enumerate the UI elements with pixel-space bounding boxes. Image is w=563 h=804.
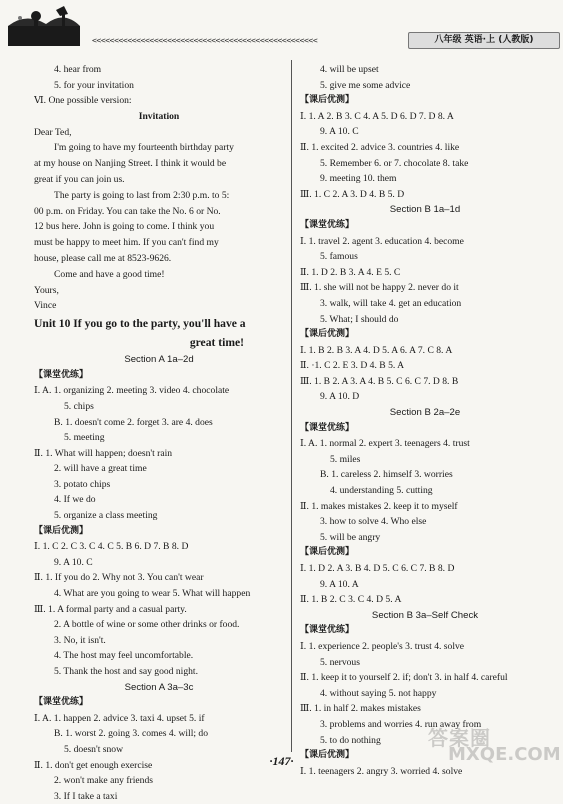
letter-text: I'm going to have my fourteenth birthday party (54, 142, 234, 154)
letter-signature: Vince (34, 300, 57, 312)
answer-line: 2. A bottle of wine or some other drinks or food. (54, 619, 240, 631)
answer-line: 5. Thank the host and say good night. (54, 666, 198, 678)
answer-line: 4. without saying 5. not happy (320, 687, 437, 699)
answer-line: B. 1. doesn't come 2. forget 3. are 4. does (54, 416, 213, 428)
answer-line: 3. No, it isn't. (54, 634, 106, 646)
answer-line: 5. to do nothing (320, 734, 381, 746)
answer-line: Ⅰ. 1. travel 2. agent 3. education 4. become (300, 235, 464, 247)
letter-text: at my house on Nanjing Street. I think it would be (34, 158, 227, 170)
answer-line: Ⅱ. ·1. C 2. E 3. D 4. B 5. A (300, 360, 405, 372)
column-divider (291, 60, 292, 752)
answer-line: Ⅲ. 1. she will not be happy 2. never do it (300, 282, 459, 294)
answer-line: Ⅰ. 1. A 2. B 3. C 4. A 5. D 6. D 7. D 8. A (300, 110, 454, 122)
exercise-tag: 【课后优测】 (300, 750, 355, 761)
answer-line: 5. Remember 6. or 7. chocolate 8. take (320, 157, 469, 169)
answer-line: 5. miles (330, 453, 361, 465)
answer-line: Ⅰ. 1. C 2. C 3. C 4. C 5. B 6. D 7. B 8. D (34, 541, 189, 553)
section-heading: Section B 3a–Self Check (371, 609, 479, 621)
answer-line: 5. for your invitation (54, 79, 134, 91)
answer-line: 4. If we do (54, 494, 96, 506)
answer-line: 9. meeting 10. them (320, 173, 397, 185)
letter-closing: Yours, (34, 284, 59, 296)
letter-greeting: Dear Ted, (34, 126, 72, 138)
answer-line: 5. give me some advice (320, 79, 411, 91)
answer-line: B. 1. worst 2. going 3. comes 4. will; do (54, 728, 209, 740)
answer-line: 4. hear from (54, 64, 102, 75)
answer-line: 9. A 10. C (320, 126, 359, 138)
answer-line: Ⅵ. One possible version: (34, 95, 132, 107)
answer-line: 5. What; I should do (320, 313, 399, 325)
letter-text: 00 p.m. on Friday. You can take the No. 6 or No. (34, 205, 221, 217)
section-heading: Section A 3a–3c (124, 681, 194, 693)
answer-line: Ⅱ. 1. don't get enough exercise (34, 759, 153, 771)
answer-line: 3. If I take a taxi (54, 790, 118, 802)
section-heading: Section B 2a–2e (389, 407, 461, 419)
section-heading: Section B 1a–1d (389, 204, 461, 216)
letter-text: Come and have a good time! (54, 268, 165, 280)
exercise-tag: 【课堂优练】 (34, 369, 89, 380)
watermark-url: MXQE.COM (448, 744, 561, 765)
answer-line: 3. problems and worries 4. run away from (320, 718, 482, 730)
answer-line: 3. potato chips (54, 478, 111, 490)
exercise-tag: 【课堂优练】 (300, 422, 355, 433)
answer-line: Ⅰ. 1. experience 2. people's 3. trust 4. solve (300, 640, 465, 652)
exercise-tag: 【课后优测】 (34, 525, 89, 536)
answer-line: Ⅲ. 1. B 2. A 3. A 4. B 5. C 6. C 7. D 8. B (300, 375, 459, 387)
answer-line: 2. won't make any friends (54, 775, 153, 787)
answer-line: 4. What are you going to wear 5. What will happen (54, 588, 251, 600)
section-heading: Section A 1a–2d (124, 354, 194, 366)
letter-text: 12 bus here. John is going to come. I think you (34, 221, 215, 233)
answer-line: 5. nervous (320, 656, 360, 668)
answer-line: 3. how to solve 4. Who else (320, 516, 427, 528)
answer-line: 5. doesn't snow (64, 743, 124, 755)
answer-line: 4. The host may feel uncomfortable. (54, 650, 194, 662)
answer-line: Ⅱ. 1. What will happen; doesn't rain (34, 447, 173, 459)
page-header (0, 0, 563, 52)
answer-line: Ⅱ. 1. excited 2. advice 3. countries 4. like (300, 141, 460, 153)
answer-line: B. 1. careless 2. himself 3. worries (320, 469, 453, 481)
answer-line: 3. walk, will take 4. get an education (320, 297, 462, 309)
exercise-tag: 【课后优测】 (300, 95, 355, 106)
answer-line: 9. A 10. D (320, 391, 360, 403)
answer-line: Ⅲ. 1. C 2. A 3. D 4. B 5. D (300, 188, 405, 200)
grade-subject-label: 八年级 英语·上 (人教版) (408, 32, 560, 49)
answer-line: 9. A 10. C (54, 556, 93, 568)
answer-line: 5. will be angry (320, 531, 381, 543)
exercise-tag: 【课堂优练】 (300, 625, 355, 636)
answer-line: 5. meeting (64, 432, 105, 444)
letter-text: The party is going to last from 2:30 p.m. to 5: (54, 189, 230, 201)
answer-line: Ⅱ. 1. keep it to yourself 2. if; don't 3. in half 4. careful (300, 672, 508, 684)
watermark-logo: 答案圈 (428, 726, 491, 750)
left-column (34, 62, 284, 804)
answer-line: Ⅰ. A. 1. normal 2. expert 3. teenagers 4. trust (300, 438, 470, 450)
letter-title: Invitation (138, 110, 180, 122)
page-number: ·147· (269, 754, 294, 768)
letter-text: great if you can join us. (34, 173, 125, 185)
answer-line: 5. chips (64, 400, 94, 412)
answer-line: 9. A 10. A (320, 578, 359, 590)
answer-line: Ⅰ. 1. B 2. B 3. A 4. D 5. A 6. A 7. C 8. A (300, 344, 453, 356)
answer-line: Ⅱ. 1. D 2. B 3. A 4. E 5. C (300, 266, 401, 278)
exercise-tag: 【课后优测】 (300, 547, 355, 558)
header-dash-rule: <<<<<<<<<<<<<<<<<<<<<<<<<<<<<<<<<<<<<<<<<<<<<<<<<<< (92, 36, 318, 45)
letter-text: house, please call me at 8523-9626. (34, 252, 172, 264)
answer-line: 4. understanding 5. cutting (330, 485, 433, 497)
answer-line: Ⅰ. A. 1. happen 2. advice 3. taxi 4. upset 5. if (34, 712, 205, 724)
exercise-tag: 【课堂优练】 (34, 697, 89, 708)
exercise-tag: 【课堂优练】 (300, 219, 355, 230)
answer-line: Ⅰ. 1. D 2. A 3. B 4. D 5. C 6. C 7. B 8. D (300, 563, 455, 574)
letter-text: must be happy to meet him. If you can't find my (34, 237, 219, 249)
answer-line: Ⅲ. 1. in half 2. makes mistakes (300, 703, 421, 715)
answer-line: Ⅱ. 1. If you do 2. Why not 3. You can't wear (34, 572, 204, 584)
answer-line: 5. famous (320, 251, 358, 263)
invitation-letter (34, 109, 284, 314)
book-logo-icon (6, 4, 86, 48)
right-column (300, 62, 550, 779)
answer-line: Ⅱ. 1. B 2. C 3. C 4. D 5. A (300, 594, 402, 606)
unit-title-cont: great time! (189, 336, 244, 350)
answer-line: Ⅰ. A. 1. organizing 2. meeting 3. video 4. chocolate (34, 385, 230, 397)
answer-line: 2. will have a great time (54, 463, 147, 475)
exercise-tag: 【课后优测】 (300, 329, 355, 340)
unit-title: Unit 10 If you go to the party, you'll have a (34, 317, 246, 331)
answer-line: Ⅱ. 1. makes mistakes 2. keep it to myself (300, 500, 458, 512)
answer-line: Ⅲ. 1. A formal party and a casual party. (34, 603, 187, 615)
answer-line: 4. will be upset (320, 64, 379, 75)
answer-line: Ⅰ. 1. teenagers 2. angry 3. worried 4. solve (300, 765, 463, 777)
answer-line: 5. organize a class meeting (54, 510, 158, 522)
